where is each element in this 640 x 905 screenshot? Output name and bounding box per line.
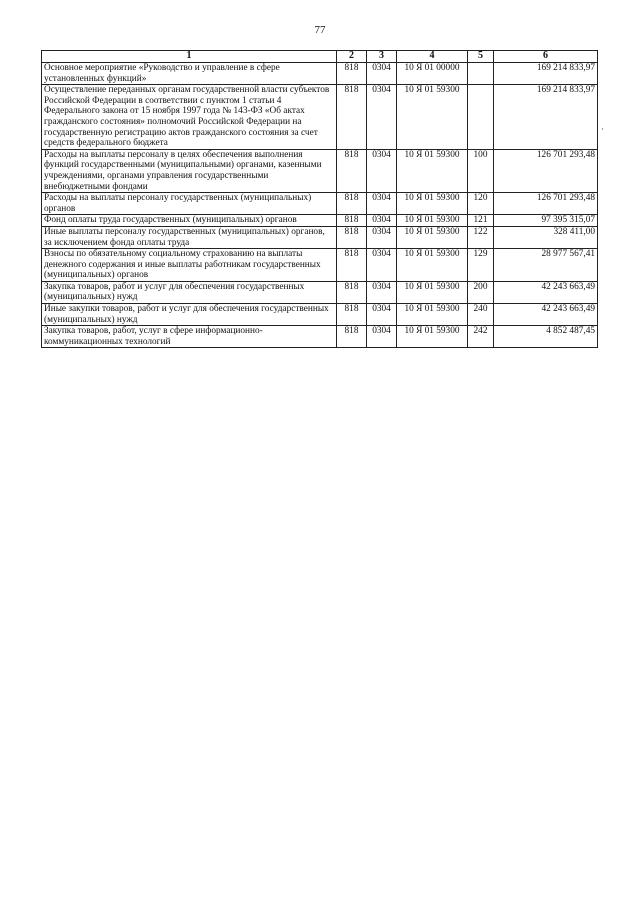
amount-cell: 42 243 663,49 <box>494 304 598 326</box>
expense-type-cell <box>468 85 494 150</box>
description-cell: Основное мероприятие «Руководство и управление в сфере установленных функций» <box>42 63 337 85</box>
amount-cell: 28 977 567,41 <box>494 249 598 282</box>
table-row <box>42 215 598 227</box>
header-cell: 4 <box>397 51 468 63</box>
table-row <box>42 304 598 326</box>
expense-type-cell: 242 <box>468 326 494 348</box>
ministry-code-cell: 818 <box>337 193 367 215</box>
table-row <box>42 149 598 192</box>
amount-cell: 328 411,00 <box>494 226 598 248</box>
scan-speck <box>602 128 603 130</box>
target-article-cell: 10 Я 01 59300 <box>397 85 468 150</box>
amount-cell: 169 214 833,97 <box>494 63 598 85</box>
table-row <box>42 226 598 248</box>
table-row <box>42 193 598 215</box>
ministry-code-cell: 818 <box>337 215 367 227</box>
amount-cell: 97 395 315,07 <box>494 215 598 227</box>
ministry-code-cell: 818 <box>337 226 367 248</box>
ministry-code-cell: 818 <box>337 149 367 192</box>
amount-cell: 4 852 487,45 <box>494 326 598 348</box>
header-cell: 3 <box>367 51 397 63</box>
section-code-cell: 0304 <box>367 226 397 248</box>
section-code-cell: 0304 <box>367 193 397 215</box>
section-code-cell: 0304 <box>367 63 397 85</box>
expense-type-cell <box>468 63 494 85</box>
target-article-cell: 10 Я 01 59300 <box>397 304 468 326</box>
amount-cell: 126 701 293,48 <box>494 193 598 215</box>
table-row <box>42 63 598 85</box>
expense-type-cell: 121 <box>468 215 494 227</box>
target-article-cell: 10 Я 01 59300 <box>397 326 468 348</box>
header-cell: 1 <box>42 51 337 63</box>
expense-type-cell: 129 <box>468 249 494 282</box>
section-code-cell: 0304 <box>367 281 397 303</box>
table-row <box>42 249 598 282</box>
description-cell: Иные закупки товаров, работ и услуг для обеспечения государственных (муниципальных) нужд <box>42 304 337 326</box>
amount-cell: 42 243 663,49 <box>494 281 598 303</box>
section-code-cell: 0304 <box>367 85 397 150</box>
section-code-cell: 0304 <box>367 249 397 282</box>
expense-type-cell: 200 <box>468 281 494 303</box>
target-article-cell: 10 Я 01 59300 <box>397 226 468 248</box>
target-article-cell: 10 Я 01 59300 <box>397 281 468 303</box>
section-code-cell: 0304 <box>367 326 397 348</box>
ministry-code-cell: 818 <box>337 85 367 150</box>
table-row <box>42 281 598 303</box>
ministry-code-cell: 818 <box>337 63 367 85</box>
description-cell: Осуществление переданных органам государственной власти субъектов Российской Федерации в соответствии с пунктом 1 статьи 4 Федерального закона от 15 ноября 1997 года № 143-ФЗ «Об актах гражданского состояния» полномочий Российской Федерации на государственную регистрацию актов гражданского состояния за счет средств федерального бюджета <box>42 85 337 150</box>
target-article-cell: 10 Я 01 59300 <box>397 193 468 215</box>
header-cell: 2 <box>337 51 367 63</box>
table-row <box>42 326 598 348</box>
target-article-cell: 10 Я 01 59300 <box>397 249 468 282</box>
description-cell: Расходы на выплаты персоналу государственных (муниципальных) органов <box>42 193 337 215</box>
budget-table <box>41 50 598 348</box>
page-number: 77 <box>314 24 326 36</box>
table-header-row <box>42 51 598 63</box>
description-cell: Закупка товаров, работ и услуг для обеспечения государственных (муниципальных) нужд <box>42 281 337 303</box>
section-code-cell: 0304 <box>367 149 397 192</box>
ministry-code-cell: 818 <box>337 281 367 303</box>
table-row <box>42 85 598 150</box>
target-article-cell: 10 Я 01 59300 <box>397 215 468 227</box>
section-code-cell: 0304 <box>367 215 397 227</box>
description-cell: Иные выплаты персоналу государственных (муниципальных) органов, за исключением фонда оплаты труда <box>42 226 337 248</box>
description-cell: Закупка товаров, работ, услуг в сфере информационно-коммуникационных технологий <box>42 326 337 348</box>
expense-type-cell: 100 <box>468 149 494 192</box>
expense-type-cell: 122 <box>468 226 494 248</box>
header-cell: 5 <box>468 51 494 63</box>
amount-cell: 169 214 833,97 <box>494 85 598 150</box>
target-article-cell: 10 Я 01 00000 <box>397 63 468 85</box>
section-code-cell: 0304 <box>367 304 397 326</box>
amount-cell: 126 701 293,48 <box>494 149 598 192</box>
description-cell: Взносы по обязательному социальному страхованию на выплаты денежного содержания и иные выплаты работникам государственных (муниципальных) органов <box>42 249 337 282</box>
expense-type-cell: 240 <box>468 304 494 326</box>
description-cell: Расходы на выплаты персоналу в целях обеспечения выполнения функций государственными (муниципальными) органами, казенными учреждениями, органами управления государственными внебюджетными фондами <box>42 149 337 192</box>
description-cell: Фонд оплаты труда государственных (муниципальных) органов <box>42 215 337 227</box>
target-article-cell: 10 Я 01 59300 <box>397 149 468 192</box>
header-cell: 6 <box>494 51 598 63</box>
ministry-code-cell: 818 <box>337 304 367 326</box>
expense-type-cell: 120 <box>468 193 494 215</box>
ministry-code-cell: 818 <box>337 249 367 282</box>
ministry-code-cell: 818 <box>337 326 367 348</box>
